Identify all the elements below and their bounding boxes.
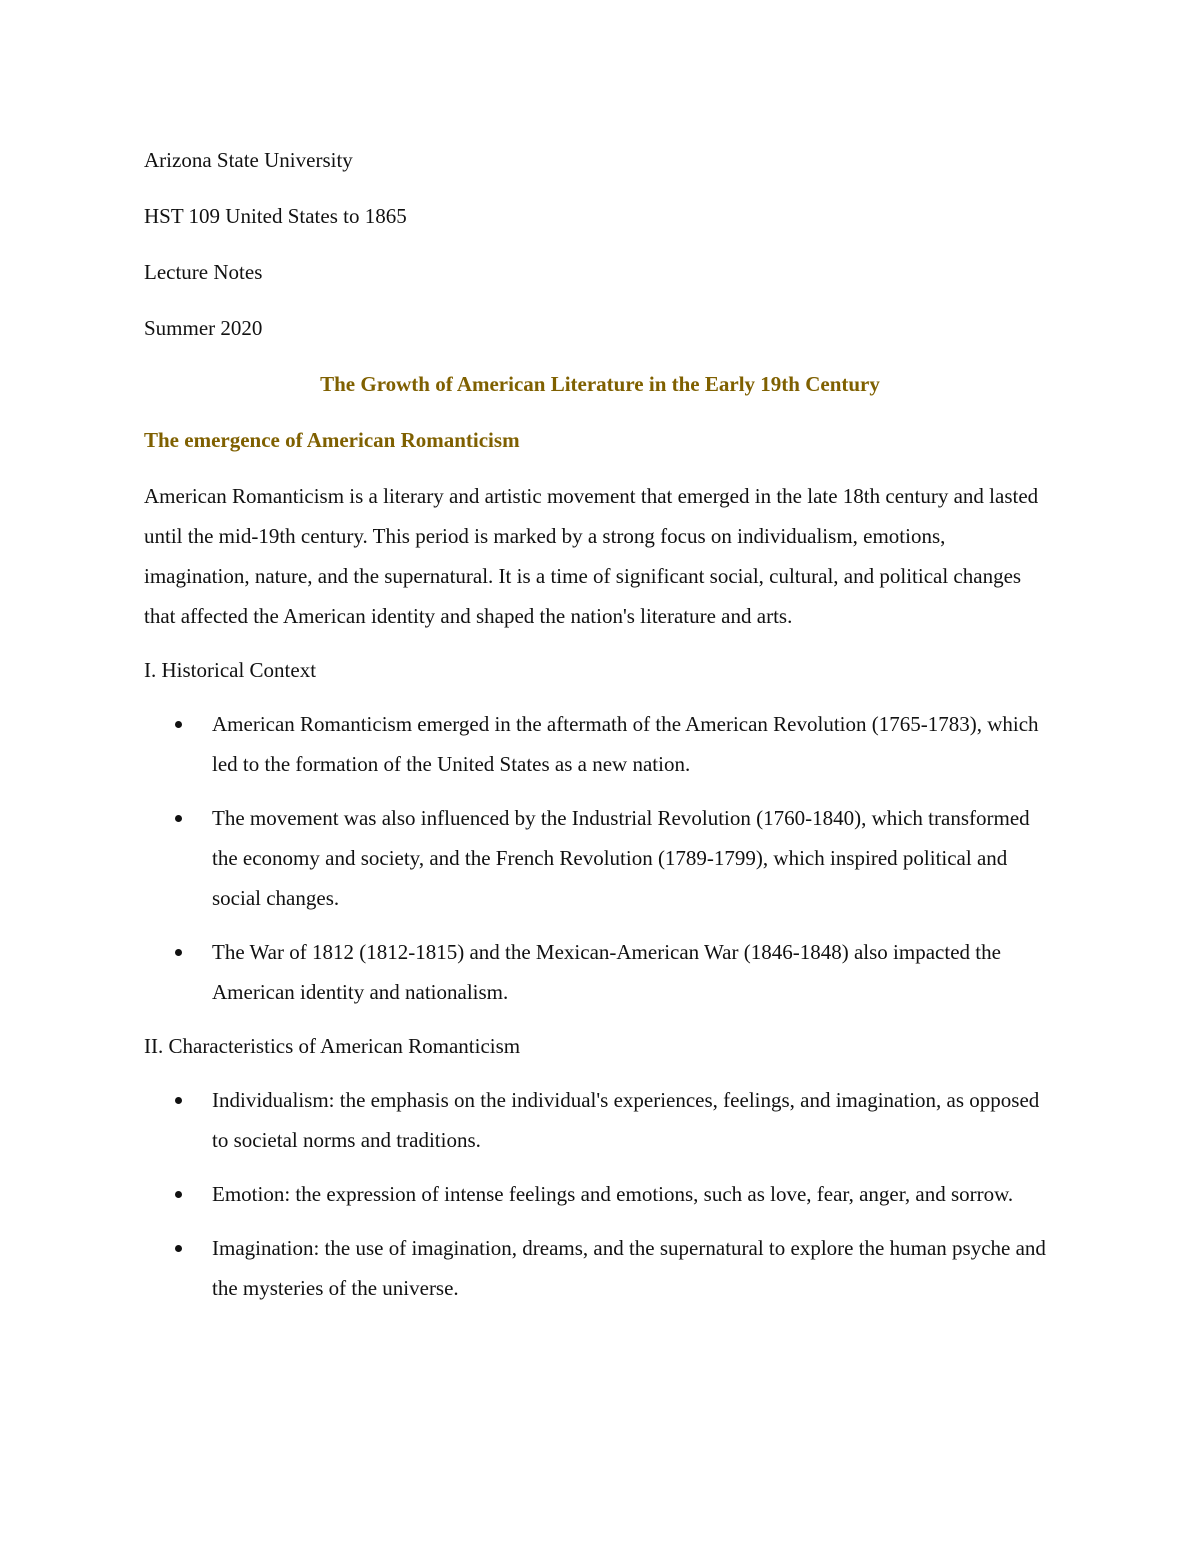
bullet-icon (175, 949, 182, 956)
bullet-icon (175, 1191, 182, 1198)
term-line: Summer 2020 (144, 316, 263, 340)
list-item-text: Individualism: the emphasis on the individual's experiences, feelings, and imagination, as opposed to societal norms and traditions. (212, 1088, 1040, 1152)
list-item-text: The War of 1812 (1812-1815) and the Mexican-American War (1846-1848) also impacted the American identity and nationalism. (212, 940, 1001, 1004)
bullet-icon (175, 1097, 182, 1104)
document-body (144, 140, 1056, 1322)
list-item (144, 1080, 1056, 1160)
section-heading: The emergence of American Romanticism (144, 428, 520, 452)
list-item-text: Imagination: the use of imagination, dreams, and the supernatural to explore the human psyche and the mysteries of the universe. (212, 1236, 1046, 1300)
list-item (144, 1174, 1056, 1214)
list-item-text: The movement was also influenced by the Industrial Revolution (1760-1840), which transformed the economy and society, and the French Revolution (1789-1799), which inspired political and social changes. (212, 806, 1030, 910)
list-item (144, 798, 1056, 918)
list-item (144, 704, 1056, 784)
course-line: HST 109 United States to 1865 (144, 204, 407, 228)
doc-type-line: Lecture Notes (144, 260, 263, 284)
historical-context-list (144, 704, 1056, 1012)
list-item-text: Emotion: the expression of intense feelings and emotions, such as love, fear, anger, and sorrow. (212, 1182, 1014, 1206)
list-item-text: American Romanticism emerged in the aftermath of the American Revolution (1765-1783), which led to the formation of the United States as a new nation. (212, 712, 1039, 776)
bullet-icon (175, 815, 182, 822)
document-title: The Growth of American Literature in the Early 19th Century (320, 372, 880, 396)
characteristics-list (144, 1080, 1056, 1308)
intro-paragraph: American Romanticism is a literary and artistic movement that emerged in the late 18th century and lasted until the mid-19th century. This period is marked by a strong focus on individualism, emotions, imagination, nature, and the supernatural. It is a time of significant social, cultural, and political changes that affected the American identity and shaped the nation's literature and arts. (144, 484, 1039, 628)
characteristics-heading: II. Characteristics of American Romanticism (144, 1034, 521, 1058)
bullet-icon (175, 721, 182, 728)
list-item (144, 932, 1056, 1012)
list-item (144, 1228, 1056, 1308)
institution-line: Arizona State University (144, 148, 353, 172)
bullet-icon (175, 1245, 182, 1252)
historical-context-heading: I. Historical Context (144, 658, 317, 682)
